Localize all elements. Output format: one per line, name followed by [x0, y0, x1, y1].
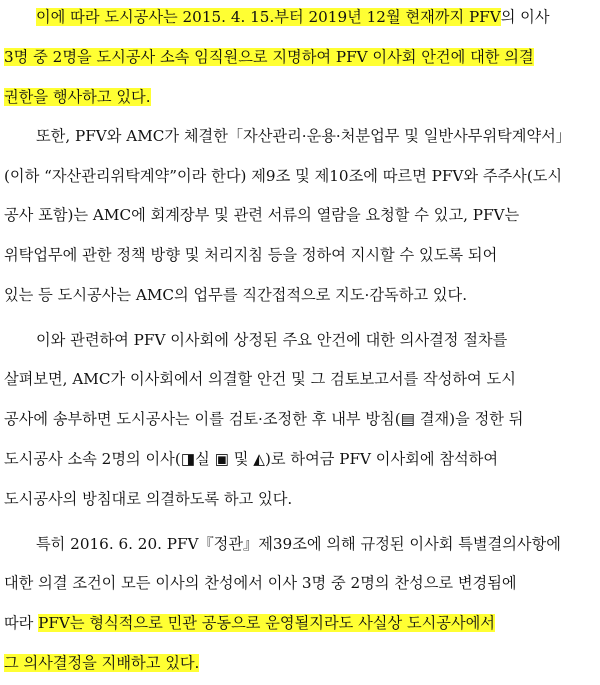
paragraph-4-line-3	[0, 608, 600, 638]
text-segment: 또한, PFV와 AMC가 체결한「자산관리·운용·처분업무 및 일반사무위탁계약서」	[36, 127, 571, 145]
paragraph-2-line-4	[0, 240, 600, 270]
highlighted-text: 이에 따라 도시공사는 2015. 4. 15.부터 2019년 12월 현재까지 PFV	[36, 8, 501, 26]
text-segment: 따라	[4, 614, 39, 632]
paragraph-3-line-3	[0, 404, 600, 434]
paragraph-4-line-4	[0, 648, 600, 678]
text-segment: 도시공사 소속 2명의 이사(◨실 ▣ 및 ◭)로 하여금 PFV 이사회에 참석하여	[4, 450, 499, 468]
paragraph-2-line-5	[0, 280, 600, 310]
text-segment: 살펴보면, AMC가 이사회에서 의결할 안건 및 그 검토보고서를 작성하여 도시	[4, 370, 516, 388]
text-segment: 있는 등 도시공사는 AMC의 업무를 직간접적으로 지도·감독하고 있다.	[4, 286, 468, 304]
paragraph-3-line-1	[0, 325, 600, 355]
paragraph-2-line-1	[0, 121, 600, 151]
paragraph-4-line-1	[0, 529, 600, 559]
text-segment: 대한 의결 조건이 모든 이사의 찬성에서 이사 3명 중 2명의 찬성으로 변경됨에	[4, 574, 517, 592]
paragraph-1-line-2	[0, 42, 600, 72]
text-segment: 도시공사의 방침대로 의결하도록 하고 있다.	[4, 490, 293, 508]
highlighted-text: 권한을 행사하고 있다.	[4, 88, 151, 106]
text-segment: 특히 2016. 6. 20. PFV『정관』제39조에 의해 규정된 이사회 특별결의사항에	[36, 535, 561, 553]
paragraph-4-line-2	[0, 568, 600, 598]
paragraph-2-line-3	[0, 200, 600, 230]
highlighted-text: PFV는 형식적으로 민관 공동으로 운영될지라도 사실상 도시공사에서	[38, 614, 495, 632]
text-segment: 공사에 송부하면 도시공사는 이를 검토·조정한 후 내부 방침(▤ 결재)을 정한 뒤	[4, 410, 524, 428]
paragraph-1-line-1	[0, 2, 600, 32]
text-segment: 이와 관련하여 PFV 이사회에 상정된 주요 안건에 대한 의사결정 절차를	[36, 331, 508, 349]
highlighted-text: 그 의사결정을 지배하고 있다.	[4, 654, 200, 672]
text-segment: (이하 “자산관리위탁계약”이라 한다) 제9조 및 제10조에 따르면 PFV와 주주사(도시	[4, 167, 563, 185]
paragraph-3-line-4	[0, 444, 600, 474]
paragraph-3-line-5	[0, 484, 600, 514]
text-segment: 공사 포함)는 AMC에 회계장부 및 관련 서류의 열람을 요청할 수 있고, PFV는	[4, 206, 520, 224]
paragraph-2-line-2	[0, 161, 600, 191]
paragraph-3-line-2	[0, 364, 600, 394]
text-segment: 위탁업무에 관한 정책 방향 및 처리지침 등을 정하여 지시할 수 있도록 되어	[4, 246, 498, 264]
text-segment: 의 이사	[500, 8, 550, 26]
highlighted-text: 3명 중 2명을 도시공사 소속 임직원으로 지명하여 PFV 이사회 안건에 대한 의결	[4, 48, 534, 66]
paragraph-1-line-3	[0, 82, 600, 112]
